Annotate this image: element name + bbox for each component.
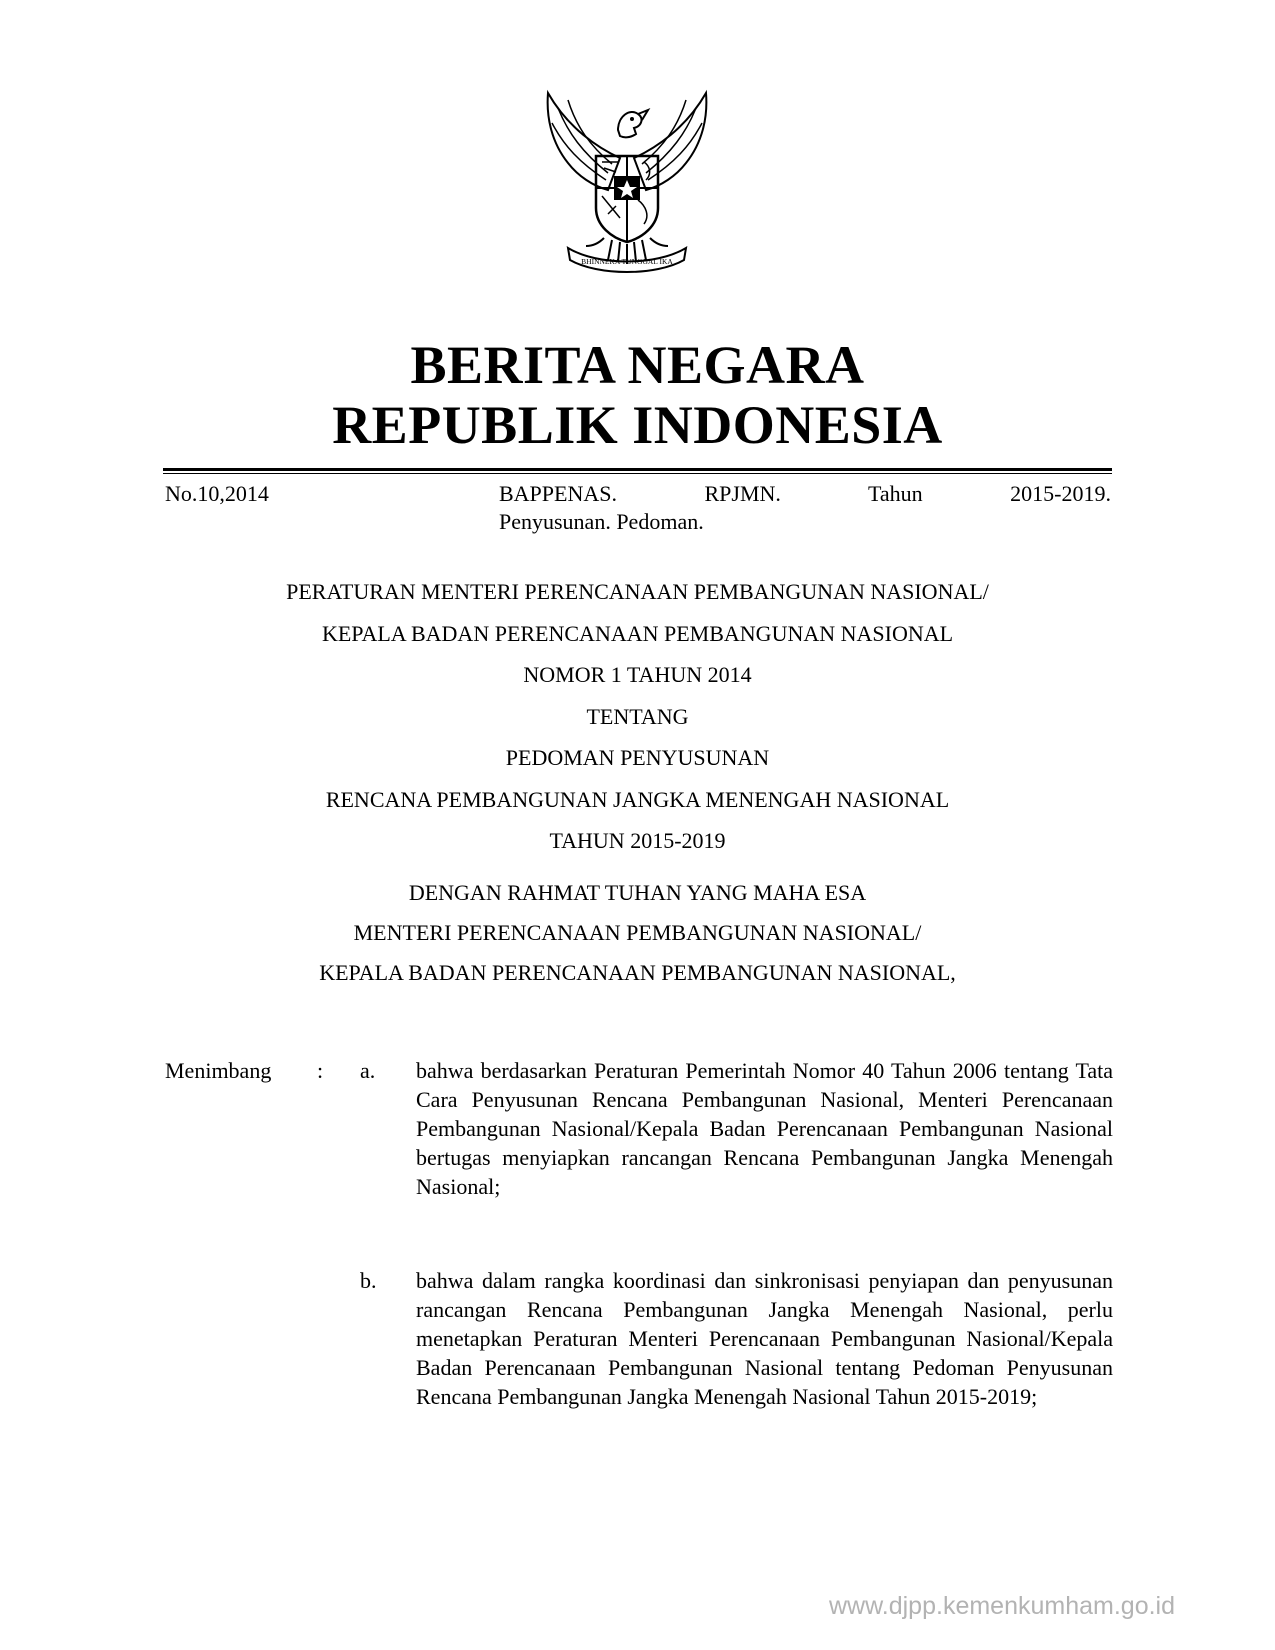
regulation-title-line: TAHUN 2015-2019 [549, 828, 726, 853]
garuda-pancasila-emblem-icon [538, 88, 716, 278]
preamble-intro [163, 879, 1112, 999]
issue-number: No.10,2014 [165, 481, 269, 506]
regulation-title [163, 578, 1112, 869]
regulation-title-line: PEDOMAN PENYUSUNAN [505, 745, 770, 770]
considering-item-text: bahwa berdasarkan Peraturan Pemerintah Nomor 40 Tahun 2006 tentang Tata Cara Penyusunan Rencana Pembangunan Nasional, Menteri Perencanaan Pembangunan Nasional/Kepala Badan Perencanaan Pembangunan Nasional bertugas menyiapkan rancangan Rencana Pembangunan Jangka Menengah Nasional; [416, 1058, 1113, 1199]
regulation-title-line: RENCANA PEMBANGUNAN JANGKA MENENGAH NASIONAL [325, 786, 950, 812]
considering-item-marker: b. [360, 1268, 377, 1293]
watermark-url: www.djpp.kemenkumham.go.id [829, 1592, 1175, 1620]
regulation-title-line: KEPALA BADAN PERENCANAAN PEMBANGUNAN NASIONAL [321, 620, 954, 646]
issue-subject-line-2: Penyusunan. Pedoman. [499, 509, 704, 534]
masthead [163, 335, 1112, 455]
considering-item-text: bahwa dalam rangka koordinasi dan sinkronisasi penyiapan dan penyusunan rancangan Rencana Pembangunan Jangka Menengah Nasional, perlu menetapkan Peraturan Menteri Perencanaan Pembangunan Nasional/Kepala Badan Perencanaan Pembangunan Nasional tentang Pedoman Penyusunan Rencana Pembangunan Jangka Menengah Nasional Tahun 2015-2019; [416, 1268, 1113, 1409]
preamble-line: KEPALA BADAN PERENCANAAN PEMBANGUNAN NASIONAL, [319, 960, 956, 985]
masthead-divider [163, 468, 1112, 471]
regulation-title-line: TENTANG [586, 703, 689, 729]
masthead-line-2: REPUBLIK INDONESIA [332, 395, 943, 455]
emblem-motto: BHINNEKA TUNGGAL IKA [581, 257, 673, 266]
masthead-divider-thin [163, 473, 1112, 474]
issue-subject [499, 480, 1111, 536]
considering-label: Menimbang [165, 1058, 272, 1083]
regulation-title-line: NOMOR 1 TAHUN 2014 [523, 662, 752, 687]
regulation-title-line: PERATURAN MENTERI PERENCANAAN PEMBANGUNAN NASIONAL/ [286, 579, 989, 604]
preamble-line: DENGAN RAHMAT TUHAN YANG MAHA ESA [408, 880, 867, 905]
considering-colon: : [317, 1058, 324, 1083]
issue-subject-line-1: BAPPENAS. RPJMN. Tahun 2015-2019. [499, 481, 1111, 506]
masthead-line-1: BERITA NEGARA [410, 335, 865, 395]
considering-item-marker: a. [360, 1058, 376, 1083]
preamble-line: MENTERI PERENCANAAN PEMBANGUNAN NASIONAL/ [353, 920, 922, 945]
